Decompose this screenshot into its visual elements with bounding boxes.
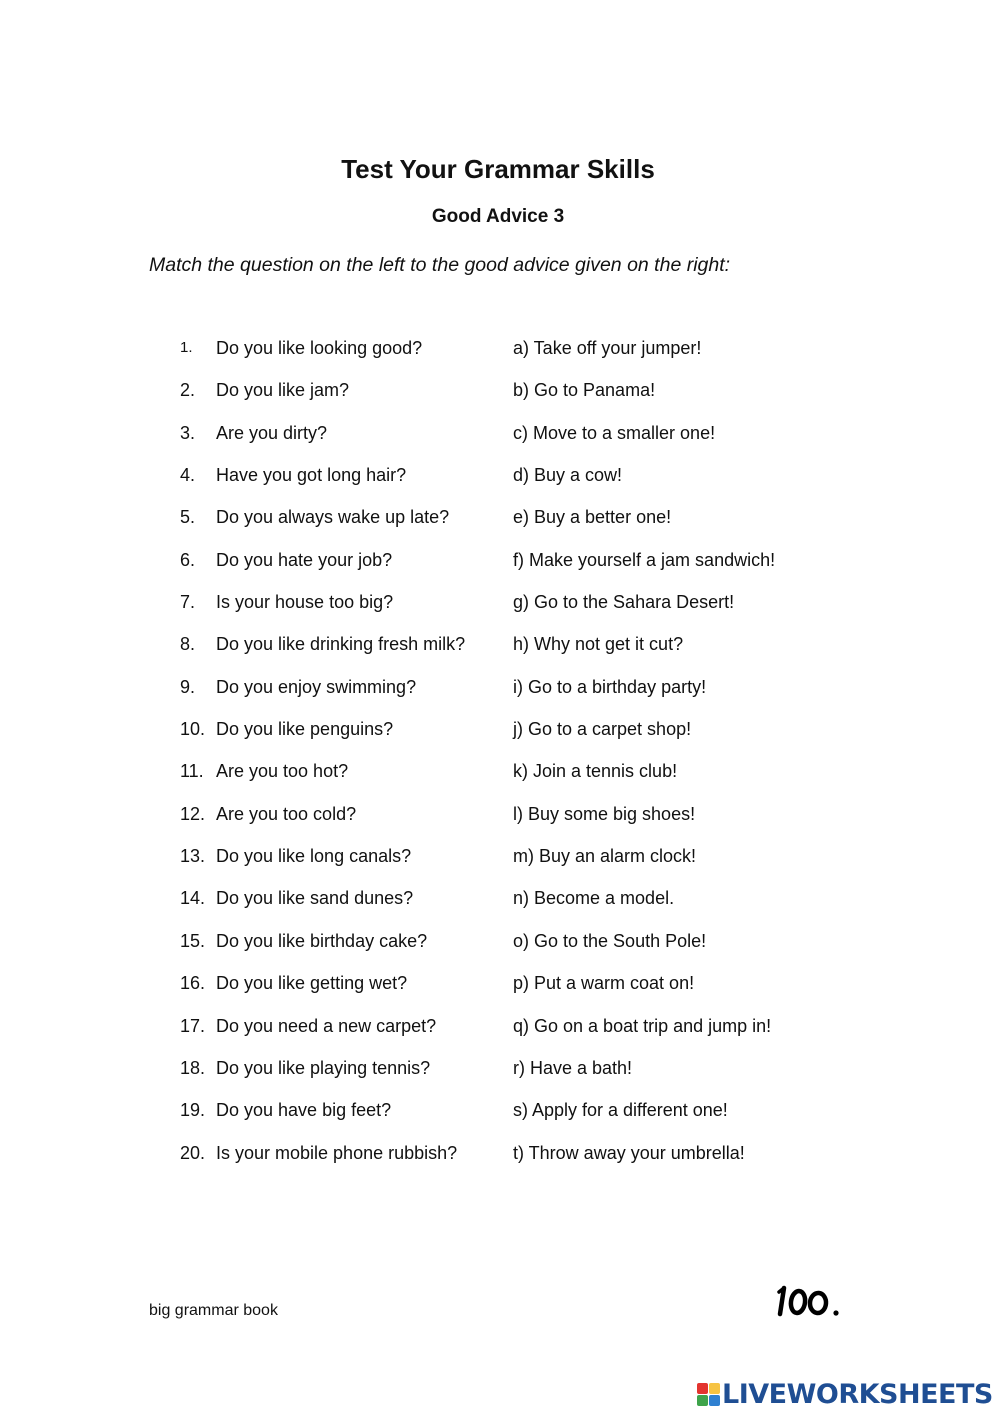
- instruction-text: Match the question on the left to the good advice given on the right:: [149, 254, 731, 276]
- logo-square: [709, 1383, 720, 1394]
- item-number: 9.: [180, 676, 196, 697]
- answer-text: m) Buy an alarm clock!: [513, 846, 697, 867]
- item-number: 6.: [180, 549, 196, 570]
- answer-text: c) Move to a smaller one!: [513, 422, 716, 443]
- item-number: 15.: [180, 930, 206, 951]
- question-text: Do you like playing tennis?: [216, 1057, 431, 1078]
- answer-text: p) Put a warm coat on!: [513, 973, 695, 994]
- matching-row: [0, 666, 1000, 708]
- item-number: 7.: [180, 592, 196, 613]
- answer-text: d) Buy a cow!: [513, 465, 623, 486]
- answer-text: l) Buy some big shoes!: [513, 803, 696, 824]
- item-number: 17.: [180, 1015, 206, 1036]
- item-number: 10.: [180, 719, 206, 740]
- question-text: Do you need a new carpet?: [216, 1015, 437, 1036]
- liveworksheets-logo: [697, 1378, 993, 1410]
- item-number: 11.: [180, 761, 204, 782]
- answer-text: b) Go to Panama!: [513, 380, 656, 401]
- matching-row: [0, 412, 1000, 454]
- item-number: 14.: [180, 888, 206, 909]
- matching-row: [0, 835, 1000, 877]
- matching-row: [0, 1005, 1000, 1047]
- item-number: 2.: [180, 380, 196, 401]
- question-text: Do you like getting wet?: [216, 973, 408, 994]
- matching-row: [0, 920, 1000, 962]
- matching-row: [0, 750, 1000, 792]
- matching-row: [0, 327, 1000, 369]
- question-text: Do you like looking good?: [216, 338, 423, 358]
- question-text: Are you too hot?: [216, 761, 349, 782]
- item-number: 4.: [180, 465, 196, 486]
- question-text: Do you like sand dunes?: [216, 888, 414, 909]
- page-number-handwritten: [776, 1280, 846, 1320]
- item-number: 18.: [180, 1057, 206, 1078]
- answer-text: j) Go to a carpet shop!: [513, 719, 692, 740]
- answer-text: n) Become a model.: [513, 888, 675, 909]
- question-text: Are you too cold?: [216, 803, 357, 824]
- question-text: Do you like birthday cake?: [216, 930, 428, 951]
- question-text: Is your house too big?: [216, 592, 394, 613]
- matching-list: [0, 327, 1000, 1174]
- matching-row: [0, 877, 1000, 919]
- matching-row: [0, 496, 1000, 538]
- question-text: Do you enjoy swimming?: [216, 676, 417, 697]
- book-name: big grammar book: [149, 1302, 278, 1319]
- answer-text: o) Go to the South Pole!: [513, 930, 707, 951]
- matching-row: [0, 793, 1000, 835]
- item-number: 16.: [180, 973, 206, 994]
- question-text: Do you like drinking fresh milk?: [216, 634, 466, 655]
- question-text: Do you always wake up late?: [216, 507, 450, 528]
- answer-text: f) Make yourself a jam sandwich!: [513, 549, 776, 570]
- item-number: 5.: [180, 507, 196, 528]
- matching-row: [0, 962, 1000, 1004]
- answer-text: s) Apply for a different one!: [513, 1100, 728, 1121]
- item-number: 13.: [180, 846, 206, 867]
- logo-square: [709, 1395, 720, 1406]
- matching-row: [0, 454, 1000, 496]
- question-text: Have you got long hair?: [216, 465, 407, 486]
- answer-text: t) Throw away your umbrella!: [513, 1142, 745, 1163]
- item-number: 19.: [180, 1100, 206, 1121]
- item-number: 12.: [180, 803, 206, 824]
- answer-text: a) Take off your jumper!: [513, 338, 702, 358]
- matching-row: [0, 369, 1000, 411]
- answer-text: e) Buy a better one!: [513, 507, 672, 528]
- answer-text: k) Join a tennis club!: [513, 761, 678, 782]
- answer-text: g) Go to the Sahara Desert!: [513, 592, 735, 613]
- question-text: Do you like jam?: [216, 380, 350, 401]
- question-text: Do you have big feet?: [216, 1100, 392, 1121]
- item-number: 1.: [180, 339, 193, 356]
- matching-row: [0, 708, 1000, 750]
- answer-text: r) Have a bath!: [513, 1057, 633, 1078]
- logo-square: [697, 1383, 708, 1394]
- answer-text: i) Go to a birthday party!: [513, 676, 707, 697]
- matching-row: [0, 1047, 1000, 1089]
- matching-row: [0, 1132, 1000, 1174]
- question-text: Do you like penguins?: [216, 719, 394, 740]
- matching-row: [0, 581, 1000, 623]
- item-number: 8.: [180, 634, 196, 655]
- item-number: 3.: [180, 422, 196, 443]
- item-number: 20.: [180, 1142, 206, 1163]
- liveworksheets-logo-icon: [697, 1383, 720, 1406]
- answer-text: h) Why not get it cut?: [513, 634, 684, 655]
- question-text: Are you dirty?: [216, 422, 328, 443]
- logo-square: [697, 1395, 708, 1406]
- question-text: Is your mobile phone rubbish?: [216, 1142, 458, 1163]
- liveworksheets-logo-text: LIVEWORKSHEETS: [722, 1378, 993, 1410]
- matching-row: [0, 623, 1000, 665]
- answer-text: q) Go on a boat trip and jump in!: [513, 1015, 772, 1036]
- matching-row: [0, 1089, 1000, 1131]
- question-text: Do you like long canals?: [216, 846, 412, 867]
- worksheet-subtitle: Good Advice 3: [431, 206, 565, 227]
- question-text: Do you hate your job?: [216, 549, 393, 570]
- matching-row: [0, 539, 1000, 581]
- worksheet-title: Test Your Grammar Skills: [341, 154, 655, 184]
